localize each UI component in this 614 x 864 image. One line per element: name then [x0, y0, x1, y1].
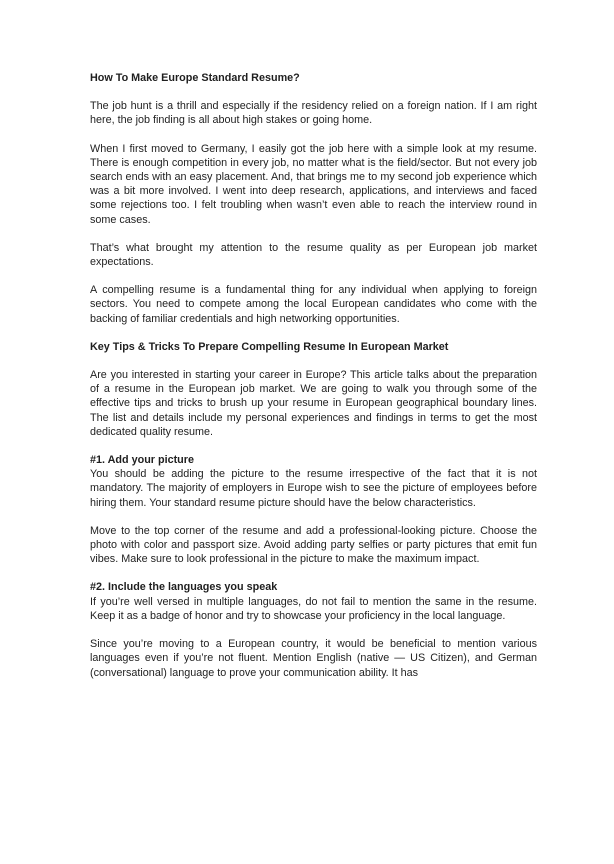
- tip-heading-1-add-picture: #1. Add your picture: [90, 454, 194, 467]
- paragraph-picture-guidelines: Move to the top corner of the resume and add a professional-looking picture. Choose the photo with color and passport size. Avoid adding party selfies or party pictures that emit fun vibes. Make sure to look professional in the picture to make the maximum impact.: [90, 524, 537, 566]
- paragraph-career-europe: Are you interested in starting your career in Europe? This article talks about the preparation of a resume in the European job market. We are going to walk you through some of the effective tips and tricks to brush up your resume in European geographical boundary lines. The list and details include my personal experiences and findings in terms to get the most dedicated quality resume.: [90, 369, 537, 438]
- article-title: How To Make Europe Standard Resume?: [90, 72, 300, 84]
- section-heading-key-tips: Key Tips & Tricks To Prepare Compelling Resume In European Market: [90, 340, 449, 353]
- paragraph-germany-experience: When I first moved to Germany, I easily got the job here with a simple look at my resume. There is enough competition in every job, no matter what is the field/sector. But not every job search ends with an easy placement. And, that brings me to my second job experience which was a bit more involved. I went into deep research, applications, and interviews and faced some rejections too. I felt troubling when wasn’t even able to reach the interview round in some cases.: [90, 142, 537, 226]
- paragraph-compelling-resume: A compelling resume is a fundamental thing for any individual when applying to foreign sectors. You need to compete among the local European candidates who come with the backing of familiar credentials and high networking opportunities.: [90, 284, 537, 325]
- paragraph-languages-examples: Since you’re moving to a European country, it would be beneficial to mention various languages even if you’re not fluent. Mention English (native — US Citizen), and German (conversational) language to prove your communication ability. It has: [90, 638, 537, 679]
- paragraph-languages-mention: If you’re well versed in multiple languages, do not fail to mention the same in the resume. Keep it as a badge of honor and try to showcase your proficiency in the local language.: [90, 595, 537, 622]
- tip-heading-2-languages: #2. Include the languages you speak: [90, 581, 278, 594]
- paragraph-resume-quality: That’s what brought my attention to the resume quality as per European job market expectations.: [90, 241, 537, 269]
- paragraph-intro: The job hunt is a thrill and especially if the residency relied on a foreign nation. If I am right here, the job finding is all about high stakes or going home.: [90, 100, 537, 127]
- paragraph-picture-mandatory: You should be adding the picture to the resume irrespective of the fact that it is not mandatory. The majority of employers in Europe wish to see the picture of employees before hiring them. Your standard resume picture should have the below characteristics.: [90, 468, 537, 509]
- article-body: [90, 71, 537, 680]
